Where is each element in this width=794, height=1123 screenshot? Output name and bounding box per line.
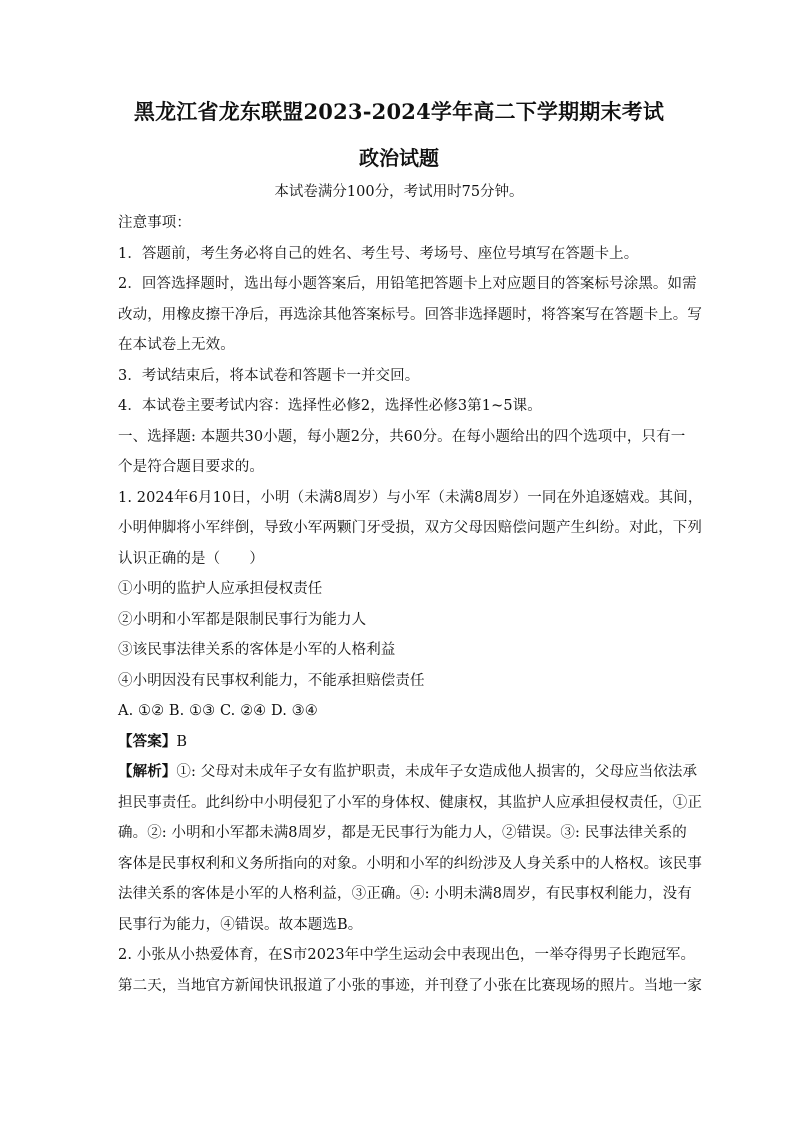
- notice-item-1: 1．答题前，考生务必将自己的姓名、考生号、考场号、座位号填写在答题卡上。: [118, 245, 639, 262]
- q1-analysis-line-1: [118, 757, 698, 788]
- notice-item-4: 4．本试卷主要考试内容：选择性必修2，选择性必修3第1~5课。: [118, 398, 542, 414]
- notice-item-2-line-1: 2．回答选择题时，选出每小题答案后，用铅笔把答题卡上对应题目的答案标号涂黑。如需: [118, 276, 697, 292]
- q1-option-2: ②小明和小军都是限制民事行为能力人: [118, 611, 367, 628]
- q1-answer: [118, 727, 680, 758]
- q1-choices: A. ①② B. ①③ C. ②④ D. ③④: [118, 703, 318, 719]
- analysis-text-1: ①: 父母对未成年子女有监护职责，未成年子女造成他人损害的，父母应当依法承: [176, 764, 698, 780]
- section-line-1: 一、选择题: 本题共30小题，每小题2分，共60分。在每小题给出的四个选项中，只有一: [118, 428, 686, 445]
- section-line-2: 个是符合题目要求的。: [118, 459, 264, 475]
- q2-stem-line-1: 2. 小张从小热爱体育，在S市2023年中学生运动会中表现出色，一举夺得男子长跑冠军。: [118, 947, 696, 963]
- q1-option-1: ①小明的监护人应承担侵权责任: [118, 581, 323, 597]
- exam-meta: 本试卷满分100分，考试用时75分钟。: [274, 184, 524, 200]
- q1-analysis-line-4: 客体是民事权利和义务所指向的对象。小明和小军的纠纷涉及人身关系中的人格权。该民事: [118, 855, 702, 872]
- answer-value: B: [176, 733, 188, 750]
- question-1: [118, 483, 703, 941]
- notice-heading: 注意事项：: [118, 215, 191, 231]
- document-subtitle: 政治试题: [359, 146, 439, 170]
- section-heading: [118, 422, 686, 483]
- notice-item-2-line-2: 改动，用橡皮擦干净后，再选涂其他答案标号。回答非选择题时，将答案写在答题卡上。写: [118, 306, 702, 323]
- q1-stem-line-3: 认识正确的是（ ）: [118, 550, 264, 567]
- q1-analysis-line-2: 担民事责任。此纠纷中小明侵犯了小军的身体权、健康权，其监护人应承担侵权责任，①正: [118, 794, 702, 811]
- analysis-label: 【解析】: [118, 763, 177, 780]
- q1-option-3: ③该民事法律关系的客体是小军的人格利益: [118, 642, 396, 658]
- q1-analysis-line-6: 民事行为能力，④错误。故本题选B。: [118, 916, 363, 933]
- document-page: [118, 98, 703, 1001]
- question-2: [118, 940, 702, 1001]
- q1-stem-line-1: 1. 2024年6月10日，小明（未满8周岁）与小军（未满8周岁）一同在外追逐嬉戏。其间，: [118, 489, 703, 506]
- q1-option-4: ④小明因没有民事权利能力，不能承担赔偿责任: [118, 672, 425, 689]
- document-title: 黑龙江省龙东联盟2023-2024学年高二下学期期末考试: [133, 99, 665, 124]
- q1-stem-line-2: 小明伸脚将小军绊倒，导致小军两颗门牙受损，双方父母因赔偿问题产生纠纷。对此，下列: [118, 520, 702, 536]
- q1-analysis-line-3: 确。②: 小明和小军都未满8周岁，都是无民事行为能力人，②错误。③: 民事法律关系的: [118, 825, 687, 841]
- q1-analysis-line-5: 法律关系的客体是小军的人格利益，③正确。④: 小明未满8周岁，有民事权利能力，没有: [118, 886, 692, 902]
- notice-section: [118, 208, 702, 422]
- notice-item-2-line-3: 在本试卷上无效。: [118, 337, 235, 353]
- notice-item-3: 3．考试结束后，将本试卷和答题卡一并交回。: [118, 367, 420, 384]
- answer-label: 【答案】: [118, 732, 177, 750]
- q2-stem-line-2: 第二天，当地官方新闻快讯报道了小张的事迹，并刊登了小张在比赛现场的照片。当地一家: [118, 977, 702, 994]
